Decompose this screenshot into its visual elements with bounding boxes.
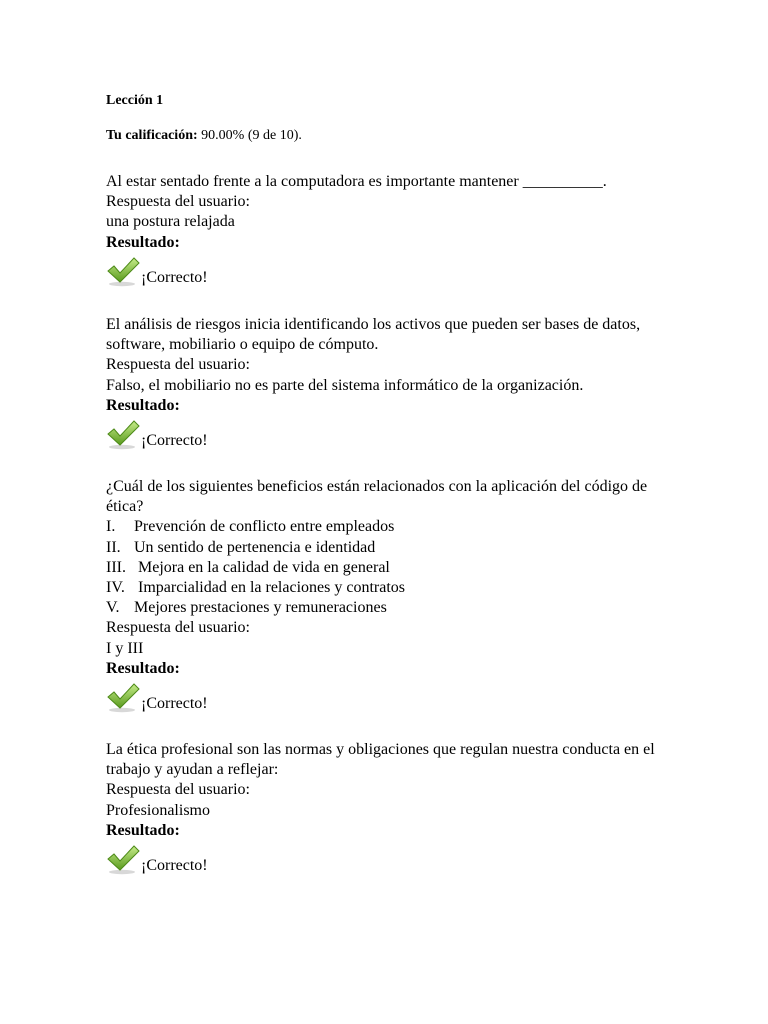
response-label: Respuesta del usuario: — [106, 781, 250, 799]
result-text: ¡Correcto! — [141, 268, 208, 286]
grade-value: 90.00% (9 de 10). — [197, 128, 302, 143]
response-label: Respuesta del usuario: — [106, 193, 250, 211]
option-text: Imparcialidad en la relaciones y contratos — [138, 579, 405, 597]
question-3 — [106, 477, 676, 721]
result-label: Resultado: — [106, 396, 180, 414]
result-text: ¡Correcto! — [141, 432, 208, 450]
result-row — [106, 681, 676, 721]
question-text: La ética profesional son las normas y obligaciones que regulan nuestra conducta en el trabajo y ayudan a reflejar: — [106, 741, 655, 779]
option-text: Prevención de conflicto entre empleados — [134, 518, 395, 536]
grade-label: Tu calificación: — [106, 128, 198, 143]
result-row — [106, 843, 676, 883]
user-answer: I y III — [106, 639, 144, 657]
result-text: ¡Correcto! — [141, 695, 208, 713]
option-number: II. — [106, 538, 121, 556]
option-number: V. — [106, 599, 120, 617]
result-label: Resultado: — [106, 233, 180, 251]
result-row — [106, 418, 676, 458]
option-item — [106, 538, 676, 558]
result-text: ¡Correcto! — [141, 857, 208, 875]
option-text: Mejora en la calidad de vida en general — [138, 558, 390, 576]
user-answer: una postura relajada — [106, 213, 235, 231]
option-text: Un sentido de pertenencia e identidad — [134, 538, 376, 556]
option-item — [106, 558, 676, 578]
question-1 — [106, 172, 676, 295]
checkmark-icon — [106, 843, 140, 877]
lesson-title: Lección 1 — [106, 93, 164, 108]
user-answer: Profesionalismo — [106, 801, 210, 819]
option-item — [106, 578, 676, 598]
question-4 — [106, 740, 676, 883]
checkmark-icon — [106, 681, 140, 715]
checkmark-icon — [106, 255, 140, 289]
question-2 — [106, 315, 676, 458]
checkmark-icon — [106, 418, 140, 452]
option-number: IV. — [106, 579, 125, 597]
result-label: Resultado: — [106, 821, 180, 839]
option-item — [106, 517, 676, 537]
user-answer: Falso, el mobiliario no es parte del sistema informático de la organización. — [106, 376, 584, 394]
question-text: Al estar sentado frente a la computadora es importante mantener __________. — [106, 173, 607, 190]
grade-line — [106, 127, 302, 145]
option-item — [106, 598, 676, 618]
result-label: Resultado: — [106, 659, 180, 677]
option-text: Mejores prestaciones y remuneraciones — [134, 599, 387, 617]
option-number: I. — [106, 518, 116, 536]
question-text: ¿Cuál de los siguientes beneficios están relacionados con la aplicación del código de ética? — [106, 478, 648, 516]
response-label: Respuesta del usuario: — [106, 619, 250, 637]
result-row — [106, 255, 676, 295]
question-text: El análisis de riesgos inicia identificando los activos que pueden ser bases de datos, software, mobiliario o equipo de cómputo. — [106, 316, 641, 354]
option-number: III. — [106, 558, 126, 576]
response-label: Respuesta del usuario: — [106, 356, 250, 374]
